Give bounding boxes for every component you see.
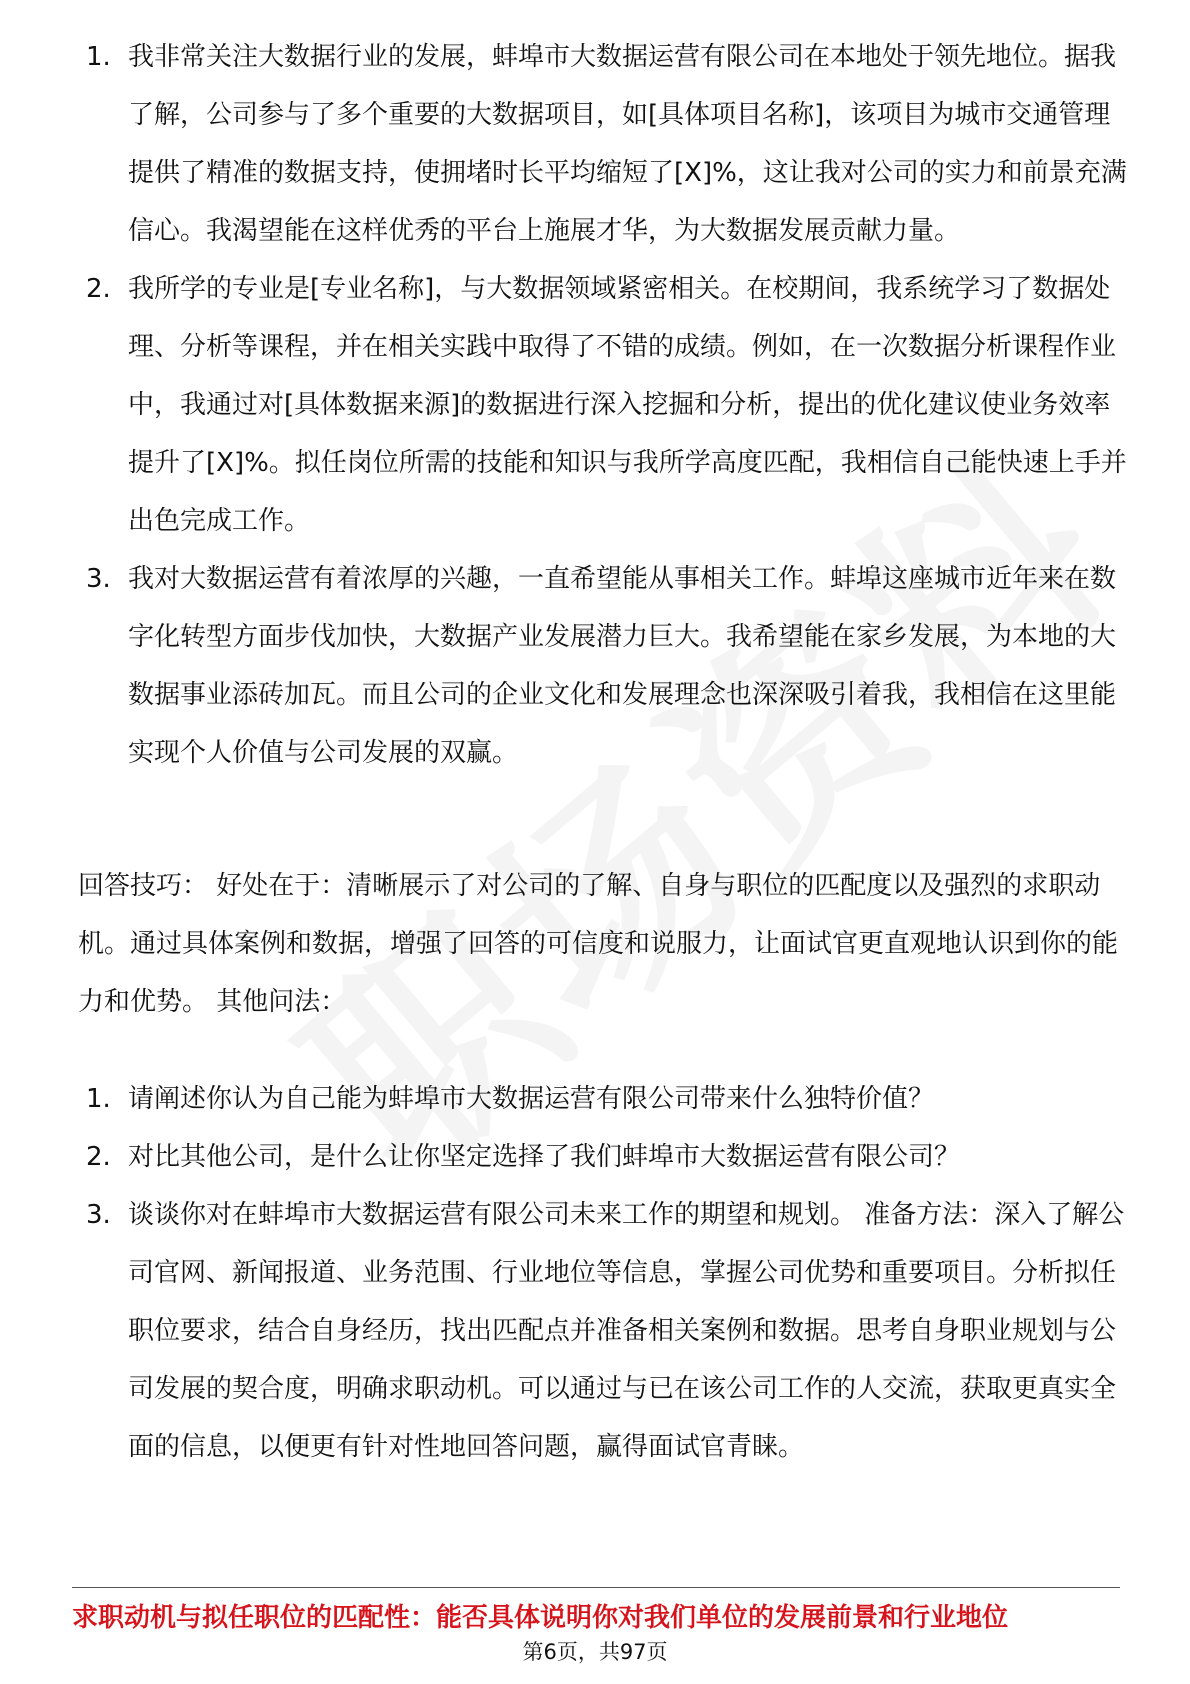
list-item-number: 3. [86, 564, 111, 594]
list-item-number: 2. [86, 1142, 111, 1172]
alternative-questions-list [78, 1070, 1128, 1476]
reasons-list [78, 28, 1128, 782]
list-item-text: 我非常关注大数据行业的发展，蚌埠市大数据运营有限公司在本地处于领先地位。据我了解，公司参与了多个重要的大数据项目，如[具体项目名称]，该项目为城市交通管理提供了精准的数据支持，使拥堵时长平均缩短了[X]%，这让我对公司的实力和前景充满信心。我渴望能在这样优秀的平台上施展才华，为大数据发展贡献力量。 [128, 42, 1127, 246]
list-item-number: 1. [86, 42, 111, 72]
list-item-number: 3. [86, 1200, 111, 1230]
list-item-text: 请阐述你认为自己能为蚌埠市大数据运营有限公司带来什么独特价值？ [128, 1084, 935, 1114]
page-number: 第6页，共97页 [522, 1640, 668, 1664]
list-item-text: 我对大数据运营有着浓厚的兴趣，一直希望能从事相关工作。蚌埠这座城市近年来在数字化转型方面步伐加快，大数据产业发展潜力巨大。我希望能在家乡发展，为本地的大数据事业添砖加瓦。而且公司的企业文化和发展理念也深深吸引着我，我相信在这里能实现个人价值与公司发展的双赢。 [128, 564, 1117, 768]
list-item [78, 28, 1128, 260]
list-item [78, 1186, 1128, 1476]
list-item-text: 我所学的专业是[专业名称]，与大数据领域紧密相关。在校期间，我系统学习了数据处理、分析等课程，并在相关实践中取得了不错的成绩。例如，在一次数据分析课程作业中，我通过对[具体数据来源]的数据进行深入挖掘和分析，提出的优化建议使业务效率提升了[X]%。拟任岗位所需的技能和知识与我所学高度匹配，我相信自己能快速上手并出色完成工作。 [128, 274, 1127, 536]
answer-tips-paragraph: 回答技巧： 好处在于：清晰展示了对公司的了解、自身与职位的匹配度以及强烈的求职动机。通过具体案例和数据，增强了回答的可信度和说服力，让面试官更直观地认识到你的能力和优势。 其他问法： [78, 871, 1119, 1017]
list-item-text: 对比其他公司，是什么让你坚定选择了我们蚌埠市大数据运营有限公司？ [128, 1142, 961, 1172]
list-item [78, 1070, 1128, 1128]
list-item [78, 1128, 1128, 1186]
next-question-heading: 求职动机与拟任职位的匹配性：能否具体说明你对我们单位的发展前景和行业地位 [72, 1603, 1009, 1633]
list-item-number: 2. [86, 274, 111, 304]
list-item-text: 谈谈你对在蚌埠市大数据运营有限公司未来工作的期望和规划。 准备方法：深入了解公司官网、新闻报道、业务范围、行业地位等信息，掌握公司优势和重要项目。分析拟任职位要求，结合自身经历，找出匹配点并准备相关案例和数据。思考自身职业规划与公司发展的契合度，明确求职动机。可以通过与已在该公司工作的人交流，获取更真实全面的信息，以便更有针对性地回答问题，赢得面试官青睐。 [128, 1200, 1125, 1462]
footer-divider [72, 1587, 1120, 1588]
list-item [78, 550, 1128, 782]
list-item [78, 260, 1128, 550]
list-item-number: 1. [86, 1084, 111, 1114]
